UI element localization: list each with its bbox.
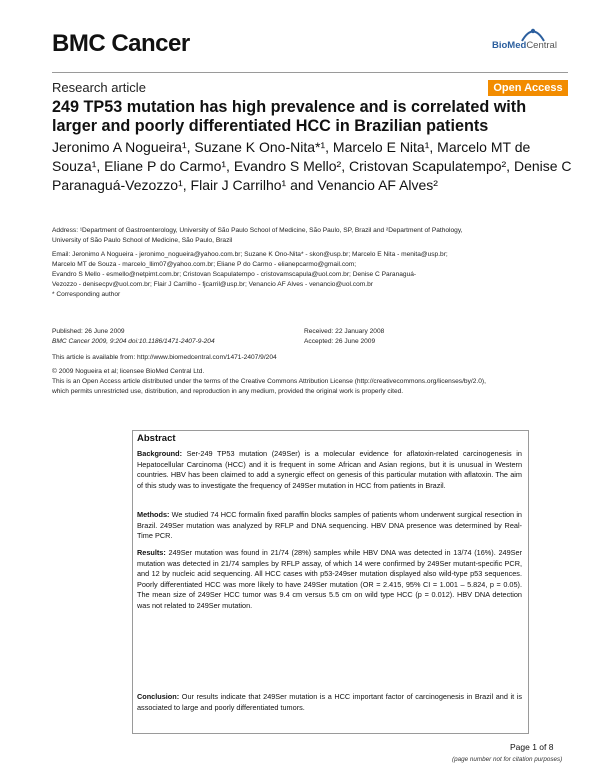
conclusion-text: Our results indicate that 249Ser mutation is a HCC important factor of carcinogenesis in Brazil and it is associated to large and poorly differentiated tumors.: [137, 692, 522, 712]
background-label: Background:: [137, 449, 182, 458]
email-line[interactable]: Evandro S Mello - esmello@netpimt.com.br; Cristovan Scapulatempo - cristovamscapula@uol.com.br; Denise C Paranaguá-: [52, 271, 417, 278]
address-line: Address: ¹Department of Gastroenterology, University of São Paulo School of Medicine, São Paulo, SP, Brazil and ²Department of Pathology,: [52, 227, 463, 234]
email-block: [52, 250, 562, 300]
logo-bio-text: BioMed: [492, 40, 527, 51]
background-text: Ser-249 TP53 mutation (249Ser) is a molecular evidence for aflatoxin-related carcinogenesis in Hepatocellular Carcinoma (HCC) and it is frequent in some African and Asian regions, but it is unusual in Western countries. HBV has been claimed to add a synergic effect on genesis of this particular mutation with aflatoxin. The aim of this study was to investigate the frequency of 249Ser mutation in HCC from patients in Brazil.: [137, 449, 522, 490]
methods-label: Methods:: [137, 510, 170, 519]
email-line[interactable]: Marcelo MT de Souza - marcelo_llim07@yahoo.com.br; Eliane P do Carmo - elianepcarmo@gmail.com;: [52, 261, 357, 268]
corresponding-author-note: * Corresponding author: [52, 291, 121, 298]
abstract-results: [137, 548, 522, 611]
license-line[interactable]: This is an Open Access article distributed under the terms of the Creative Commons Attribution License (http://creativecommons.org/licenses/by/2.0),: [52, 378, 486, 385]
email-line[interactable]: Vezozzo - denisecpv@uol.com.br; Flair J Carrilho - fjcarril@usp.br; Venancio AF Alves - venancio@uol.com.br: [52, 281, 373, 288]
logo-central-text: Central: [526, 40, 557, 51]
author-list: Jeronimo A Nogueira¹, Suzane K Ono-Nita*¹, Marcelo E Nita¹, Marcelo MT de Souza¹, Eliane P do Carmo¹, Evandro S Mello², Cristovan Scapulatempo², Denise C Paranaguá-Vezozzo¹, Flair J Carrilho¹ and Venancio AF Alves²: [52, 139, 572, 193]
abstract-heading: Abstract: [137, 433, 176, 444]
biomed-central-logo: [492, 26, 570, 54]
open-access-badge[interactable]: Open Access: [488, 80, 568, 96]
publication-info: [52, 327, 302, 347]
published-date: Published: 26 June 2009: [52, 328, 125, 335]
article-type: Research article: [52, 80, 146, 95]
availability-link[interactable]: This article is available from: http://www.biomedcentral.com/1471-2407/9/204: [52, 354, 277, 361]
page-number: Page 1 of 8: [510, 742, 554, 752]
copyright: © 2009 Nogueira et al; licensee BioMed Central Ltd.: [52, 368, 205, 375]
page-number-note: (page number not for citation purposes): [452, 756, 563, 763]
license-line: which permits unrestricted use, distribution, and reproduction in any medium, provided the original work is properly cited.: [52, 388, 404, 395]
abstract-background: [137, 449, 522, 491]
email-line[interactable]: Email: Jeronimo A Nogueira - jeronimo_nogueira@yahoo.com.br; Suzane K Ono-Nita* - skon@usp.br; Marcelo E Nita - menita@usp.br;: [52, 251, 448, 258]
journal-title: BMC Cancer: [52, 30, 190, 57]
methods-text: We studied 74 HCC formalin fixed paraffin blocks samples of patients whom underwent surgical resection in Brazil. 249Ser mutation was analyzed by RFLP and DNA sequencing. HBV DNA presence was determined by Real-Time PCR.: [137, 510, 522, 540]
received-accepted: [304, 327, 504, 347]
conclusion-label: Conclusion:: [137, 692, 180, 701]
address-block: [52, 226, 562, 246]
article-title: 249 TP53 mutation has high prevalence and is correlated with larger and poorly differentiated HCC in Brazilian patients: [52, 98, 527, 135]
results-text: 249Ser mutation was found in 21/74 (28%) samples while HBV DNA was detected in 13/74 (16%). 249Ser mutation was detected in 21/74 samples by RFLP assay, of which 14 were confirmed by 249Ser mutant-specific PCR, and 12 by nucleic acid sequencing. All HCC cases with p53-249ser mutation displayed also wild-type p53 sequences. Poorly differentiated HCC was more likely to have 249Ser mutation (OR = 2.415, 95% CI = 1.001 – 5.824, p = 0.05). The mean size of 249Ser HCC tumor was 9.4 cm versus 5.5 cm on wild type HCC (p = 0.012). HBV DNA detection was not related to 249Ser mutation.: [137, 548, 522, 610]
copyright-block: [52, 367, 568, 397]
accepted-date: Accepted: 26 June 2009: [304, 338, 376, 345]
header-rule: [52, 72, 568, 73]
address-line: University of São Paulo School of Medicine, São Paulo, Brazil: [52, 237, 233, 244]
citation: BMC Cancer 2009, 9:204 doi:10.1186/1471-2407-9-204: [52, 338, 215, 345]
results-label: Results:: [137, 548, 166, 557]
received-date: Received: 22 January 2008: [304, 328, 385, 335]
abstract-conclusion: [137, 692, 522, 713]
abstract-methods: [137, 510, 522, 542]
